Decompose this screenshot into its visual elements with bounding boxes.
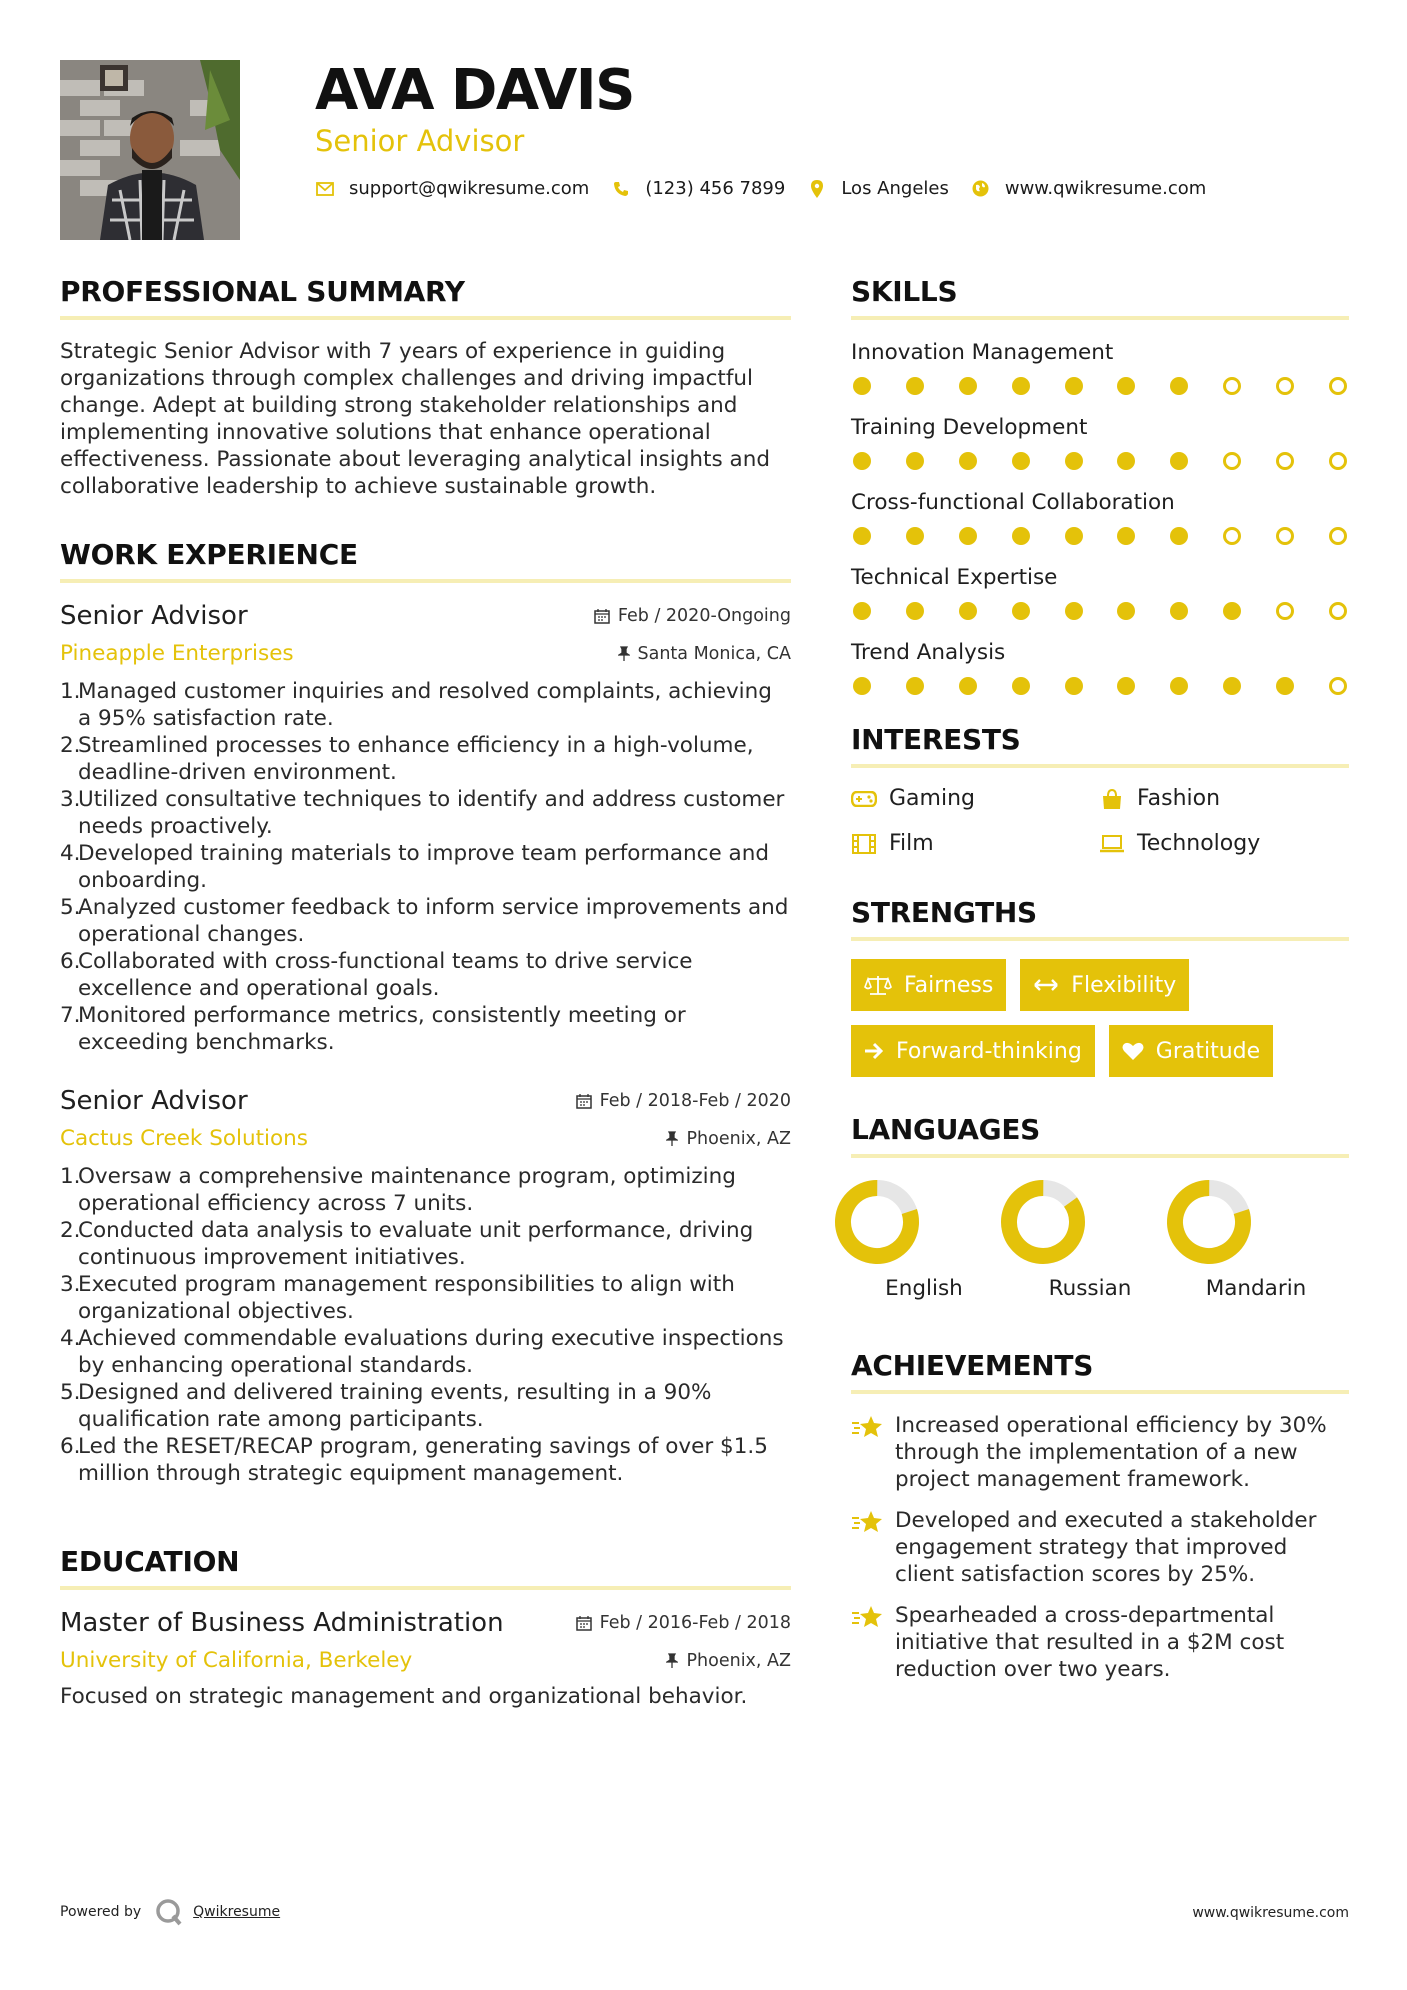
laptop-icon <box>1099 833 1125 855</box>
rating-dot-filled <box>1170 677 1188 695</box>
rating-dot-filled <box>1065 677 1083 695</box>
education-location <box>666 1651 791 1671</box>
rating-dot-filled <box>1065 452 1083 470</box>
balance-scale-icon <box>864 974 892 996</box>
rating-dot-filled <box>906 452 924 470</box>
contact-location <box>807 178 949 199</box>
list-item: 4.Developed training materials to improve team performance and onboarding. <box>60 841 769 893</box>
languages-title: LANGUAGES <box>851 1113 1349 1158</box>
list-item: 6.Led the RESET/RECAP program, generating savings of over $1.5 million through strategic equipment management. <box>60 1434 768 1486</box>
map-marker-icon <box>807 179 827 199</box>
list-item: 3.Utilized consultative techniques to identify and address customer needs proactively. <box>60 787 785 839</box>
job-entry <box>60 1086 791 1487</box>
star-icon <box>851 1412 895 1493</box>
job-title: Senior Advisor <box>60 601 248 631</box>
summary-section <box>60 275 791 500</box>
candidate-name: AVA DAVIS <box>315 58 634 123</box>
education-date <box>576 1613 791 1633</box>
job-date <box>594 606 791 626</box>
qwikresume-logo-icon <box>155 1898 183 1926</box>
powered-by-text: Powered by <box>60 1904 142 1920</box>
rating-dot-filled <box>959 677 977 695</box>
job-location <box>618 644 792 664</box>
language-donut <box>997 1176 1089 1268</box>
language-donut <box>831 1176 923 1268</box>
list-item: 5.Designed and delivered training events, resulting in a 90% qualification rate among participants. <box>60 1380 712 1432</box>
rating-dot-filled <box>906 677 924 695</box>
shopping-bag-icon <box>1099 788 1125 810</box>
rating-dot-filled <box>1012 677 1030 695</box>
website-text: www.qwikresume.com <box>1004 178 1207 199</box>
strength-tag: Forward-thinking <box>851 1025 1095 1077</box>
rating-dot-filled <box>1012 602 1030 620</box>
calendar-icon <box>576 1093 592 1109</box>
job-location-text: Santa Monica, CA <box>637 643 791 664</box>
rating-dot-filled <box>853 377 871 395</box>
job-date <box>576 1091 791 1111</box>
strength-tag: Flexibility <box>1020 959 1189 1011</box>
achievement-item: Spearheaded a cross-departmental initiative that resulted in a $2M cost reduction over two years. <box>851 1602 1349 1683</box>
list-item: 5.Analyzed customer feedback to inform service improvements and operational changes. <box>60 895 789 947</box>
rating-dot-filled <box>959 452 977 470</box>
skill-name: Training Development <box>851 415 1088 440</box>
skill-rating <box>851 527 1349 545</box>
rating-dot-empty <box>1329 602 1347 620</box>
school-name: University of California, Berkeley <box>60 1648 413 1673</box>
job-location <box>666 1129 791 1149</box>
rating-dot-filled <box>1117 452 1135 470</box>
job-company: Pineapple Enterprises <box>60 641 294 666</box>
language-item <box>1183 1176 1349 1301</box>
rating-dot-filled <box>1223 602 1241 620</box>
rating-dot-empty <box>1276 377 1294 395</box>
rating-dot-empty <box>1329 377 1347 395</box>
rating-dot-filled <box>1012 527 1030 545</box>
phone-text: (123) 456 7899 <box>645 178 786 199</box>
skill-name: Technical Expertise <box>851 565 1058 590</box>
list-item: 2.Streamlined processes to enhance efficiency in a high-volume, deadline-driven environment. <box>60 733 754 785</box>
arrows-horizontal-icon <box>1033 978 1059 992</box>
contact-email[interactable] <box>315 178 589 199</box>
donut-fill <box>997 1176 1089 1268</box>
rating-dot-filled <box>1223 677 1241 695</box>
rating-dot-filled <box>906 377 924 395</box>
list-item: 4.Achieved commendable evaluations during executive inspections by enhancing operational standards. <box>60 1326 784 1378</box>
phone-icon <box>611 179 631 199</box>
rating-dot-filled <box>1170 602 1188 620</box>
strengths-title: STRENGTHS <box>851 896 1349 941</box>
skills-section <box>851 275 1349 695</box>
language-item <box>851 1176 1017 1301</box>
education-section <box>60 1545 791 1710</box>
skills-title: SKILLS <box>851 275 1349 320</box>
rating-dot-filled <box>853 602 871 620</box>
job-title: Senior Advisor <box>60 1086 248 1116</box>
calendar-icon <box>594 608 610 624</box>
donut-fill <box>1166 1179 1252 1265</box>
arrow-right-icon <box>864 1042 884 1060</box>
rating-dot-filled <box>1117 377 1135 395</box>
summary-text: Strategic Senior Advisor with 7 years of experience in guiding organizations through complex challenges and driving impactful change. Adept at building strong stakeholder relationships and implementing innovative solutions that enhance operational effectiveness. Passionate about leveraging analytical insights and collaborative leadership to achieve sustainable growth. <box>60 339 770 499</box>
right-column <box>851 275 1349 1697</box>
rating-dot-filled <box>1012 377 1030 395</box>
star-icon <box>851 1602 895 1683</box>
job-bullets <box>60 678 791 1056</box>
skill-name: Trend Analysis <box>851 640 1006 665</box>
degree-title: Master of Business Administration <box>60 1608 504 1638</box>
film-icon <box>851 833 877 855</box>
list-item: 1.Oversaw a comprehensive maintenance program, optimizing operational efficiency across 7 units. <box>60 1164 736 1216</box>
rating-dot-filled <box>1170 527 1188 545</box>
skill-name: Innovation Management <box>851 340 1114 365</box>
rating-dot-filled <box>1276 677 1294 695</box>
globe-icon <box>971 179 991 199</box>
job-entry <box>60 601 791 1056</box>
rating-dot-empty <box>1276 527 1294 545</box>
interest-item: Technology <box>1099 831 1349 856</box>
qwikresume-link[interactable]: Qwikresume <box>193 1904 281 1920</box>
rating-dot-filled <box>1065 527 1083 545</box>
skill-rating <box>851 452 1349 470</box>
pushpin-icon <box>666 1131 678 1147</box>
rating-dot-empty <box>1329 677 1347 695</box>
strengths-section <box>851 896 1349 1077</box>
skills-list <box>851 340 1349 695</box>
list-item: 2.Conducted data analysis to evaluate unit performance, driving continuous improvement initiatives. <box>60 1218 754 1270</box>
contact-website[interactable] <box>971 178 1206 199</box>
rating-dot-empty <box>1276 452 1294 470</box>
rating-dot-filled <box>1117 602 1135 620</box>
rating-dot-empty <box>1329 452 1347 470</box>
education-location-text: Phoenix, AZ <box>686 1650 791 1671</box>
interests-title: INTERESTS <box>851 723 1349 768</box>
heart-icon <box>1122 1041 1144 1061</box>
rating-dot-filled <box>1065 377 1083 395</box>
education-title: EDUCATION <box>60 1545 791 1590</box>
language-name: Russian <box>1048 1276 1132 1301</box>
contact-bar <box>315 178 1228 199</box>
strength-tag: Gratitude <box>1109 1025 1273 1077</box>
rating-dot-filled <box>1117 527 1135 545</box>
contact-phone[interactable] <box>611 178 785 199</box>
envelope-icon <box>315 179 335 199</box>
experience-section <box>60 538 791 1487</box>
list-item: 3.Executed program management responsibilities to align with organizational objectives. <box>60 1272 735 1324</box>
language-item <box>1017 1176 1183 1301</box>
rating-dot-filled <box>1012 452 1030 470</box>
location-text: Los Angeles <box>841 178 949 199</box>
strength-tag: Fairness <box>851 959 1006 1011</box>
languages-section <box>851 1113 1349 1301</box>
job-location-text: Phoenix, AZ <box>686 1128 791 1149</box>
summary-title: PROFESSIONAL SUMMARY <box>60 275 791 320</box>
language-donut <box>1163 1176 1255 1268</box>
achievements-title: ACHIEVEMENTS <box>851 1349 1349 1394</box>
left-column <box>60 275 791 1710</box>
pushpin-icon <box>666 1653 678 1669</box>
rating-dot-filled <box>853 677 871 695</box>
footer-website[interactable]: www.qwikresume.com <box>1192 1905 1349 1921</box>
job-bullets <box>60 1163 791 1487</box>
list-item: 6.Collaborated with cross-functional teams to drive service excellence and operational goals. <box>60 949 693 1001</box>
rating-dot-filled <box>1065 602 1083 620</box>
rating-dot-filled <box>959 377 977 395</box>
interest-item: Fashion <box>1099 786 1349 811</box>
gamepad-icon <box>851 788 877 810</box>
interest-item: Gaming <box>851 786 1099 811</box>
calendar-icon <box>576 1615 592 1631</box>
rating-dot-filled <box>1170 452 1188 470</box>
interest-item: Film <box>851 831 1099 856</box>
rating-dot-empty <box>1223 527 1241 545</box>
rating-dot-empty <box>1223 452 1241 470</box>
rating-dot-filled <box>853 452 871 470</box>
candidate-role: Senior Advisor <box>315 124 525 158</box>
donut-fill <box>834 1179 920 1265</box>
job-date-text: Feb / 2020-Ongoing <box>617 606 791 626</box>
footer-powered-by <box>60 1898 280 1926</box>
email-text: support@qwikresume.com <box>349 178 590 199</box>
achievement-item: Developed and executed a stakeholder engagement strategy that improved client satisfaction scores by 25%. <box>851 1507 1349 1588</box>
pushpin-icon <box>618 646 630 662</box>
languages-list <box>851 1176 1349 1301</box>
job-company: Cactus Creek Solutions <box>60 1126 309 1151</box>
skill-rating <box>851 602 1349 620</box>
rating-dot-filled <box>1117 677 1135 695</box>
skill-rating <box>851 377 1349 395</box>
rating-dot-empty <box>1329 527 1347 545</box>
education-date-text: Feb / 2016-Feb / 2018 <box>599 1613 791 1633</box>
experience-title: WORK EXPERIENCE <box>60 538 791 583</box>
list-item: 7.Monitored performance metrics, consistently meeting or exceeding benchmarks. <box>60 1003 686 1055</box>
achievement-item: Increased operational efficiency by 30% through the implementation of a new project management framework. <box>851 1412 1349 1493</box>
skill-name: Cross-functional Collaboration <box>851 490 1175 515</box>
job-date-text: Feb / 2018-Feb / 2020 <box>599 1091 791 1111</box>
language-name: Mandarin <box>1205 1276 1307 1301</box>
achievements-section <box>851 1349 1349 1683</box>
rating-dot-filled <box>906 527 924 545</box>
rating-dot-filled <box>959 602 977 620</box>
rating-dot-empty <box>1276 602 1294 620</box>
rating-dot-filled <box>959 527 977 545</box>
rating-dot-filled <box>1170 377 1188 395</box>
education-note: Focused on strategic management and organizational behavior. <box>60 1684 748 1709</box>
interests-section <box>851 723 1349 856</box>
language-name: English <box>885 1276 963 1301</box>
rating-dot-filled <box>853 527 871 545</box>
profile-photo <box>60 60 240 240</box>
skill-rating <box>851 677 1349 695</box>
rating-dot-empty <box>1223 377 1241 395</box>
star-icon <box>851 1507 895 1588</box>
list-item: 1.Managed customer inquiries and resolved complaints, achieving a 95% satisfaction rate. <box>60 679 772 731</box>
rating-dot-filled <box>906 602 924 620</box>
